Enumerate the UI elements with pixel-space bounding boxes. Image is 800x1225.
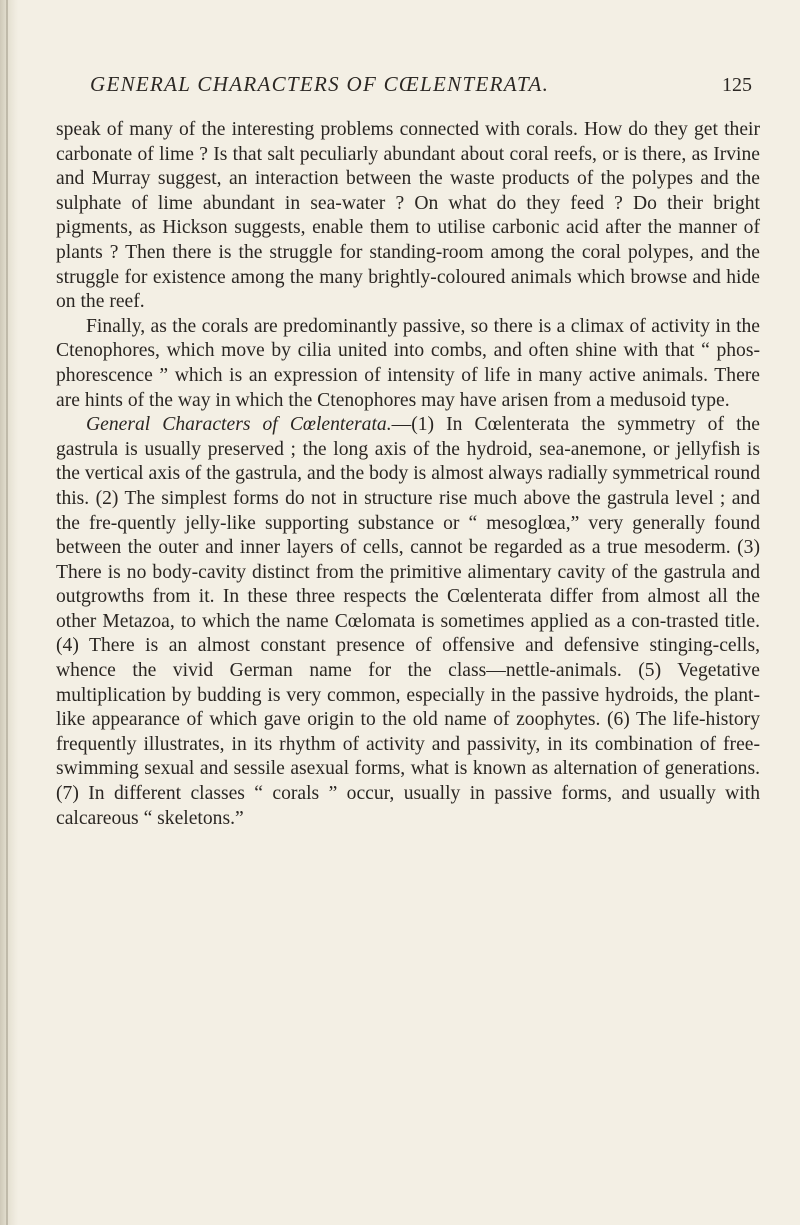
section-body: —(1) In Cœlenterata the symmetry of the gastrula is usually preserved ; the long axis of the hydroid, sea-anemone, or jellyfish is the vertical axis of the gastrula, and the body is almost always radially symmetrical round this. (2) The simplest forms do not in structure rise much above the gastrula level ; and the fre-quently jelly-like supporting substance or “ mesoglœa,” very generally found between the outer and inner layers of cells, cannot be regarded as a true mesoderm. (3) There is no body-cavity distinct from the primitive alimentary cavity of the gastrula and outgrowths from it. In these three respects the Cœlenterata differ from almost all the other Metazoa, to which the name Cœlomata is sometimes applied as a con-trasted title. (4) There is an almost constant presence of offensive and defensive stinging-cells, whence the vivid German name for the class—nettle-animals. (5) Vegetative multiplication by budding is very common, especially in the passive hydroids, the plant-like appearance of which gave origin to the old name of zoophytes. (6) The life-history frequently illustrates, in its rhythm of activity and passivity, in its combination of free-swimming sexual and sessile asexual forms, what is known as alternation of generations. (7) In different classes “ corals ” occur, usually in passive forms, and usually with calcareous “ skeletons.” xyxy=(56,414,761,829)
page-gutter-shadow xyxy=(0,0,18,1225)
section-heading: General Characters of Cœlenterata. xyxy=(86,414,392,436)
page-number: 125 xyxy=(722,74,752,96)
paragraph-ctenophores: Finally, as the corals are predominantly passive, so there is a climax of activity in the Ctenophores, which move by cilia united into combs, and often shine with that “ phos-phorescence ” which is an expression of intensity of life in many active animals. There are hints of the way in which the Ctenophores may have arisen from a medusoid type. xyxy=(56,315,760,411)
book-page xyxy=(56,72,760,831)
paragraph-corals-problems: speak of many of the interesting problems connected with corals. How do they get their carbonate of lime ? Is that salt peculiarly abundant about coral reefs, or is there, as Irvine and Murray suggest, an interaction between the waste products of the polypes and the sulphate of lime abundant in sea-water ? On what do they feed ? Do their bright pigments, as Hickson suggests, enable them to utilise carbonic acid after the manner of plants ? Then there is the struggle for standing-room among the coral polypes, and the struggle for existence among the many brightly-coloured animals which browse and hide on the reef. xyxy=(56,119,760,313)
running-head xyxy=(56,72,760,108)
running-title: GENERAL CHARACTERS OF CŒLENTERATA. xyxy=(90,72,550,96)
paragraph-general-characters xyxy=(56,413,760,831)
binding-edge xyxy=(6,0,8,1225)
body-text xyxy=(56,118,760,831)
